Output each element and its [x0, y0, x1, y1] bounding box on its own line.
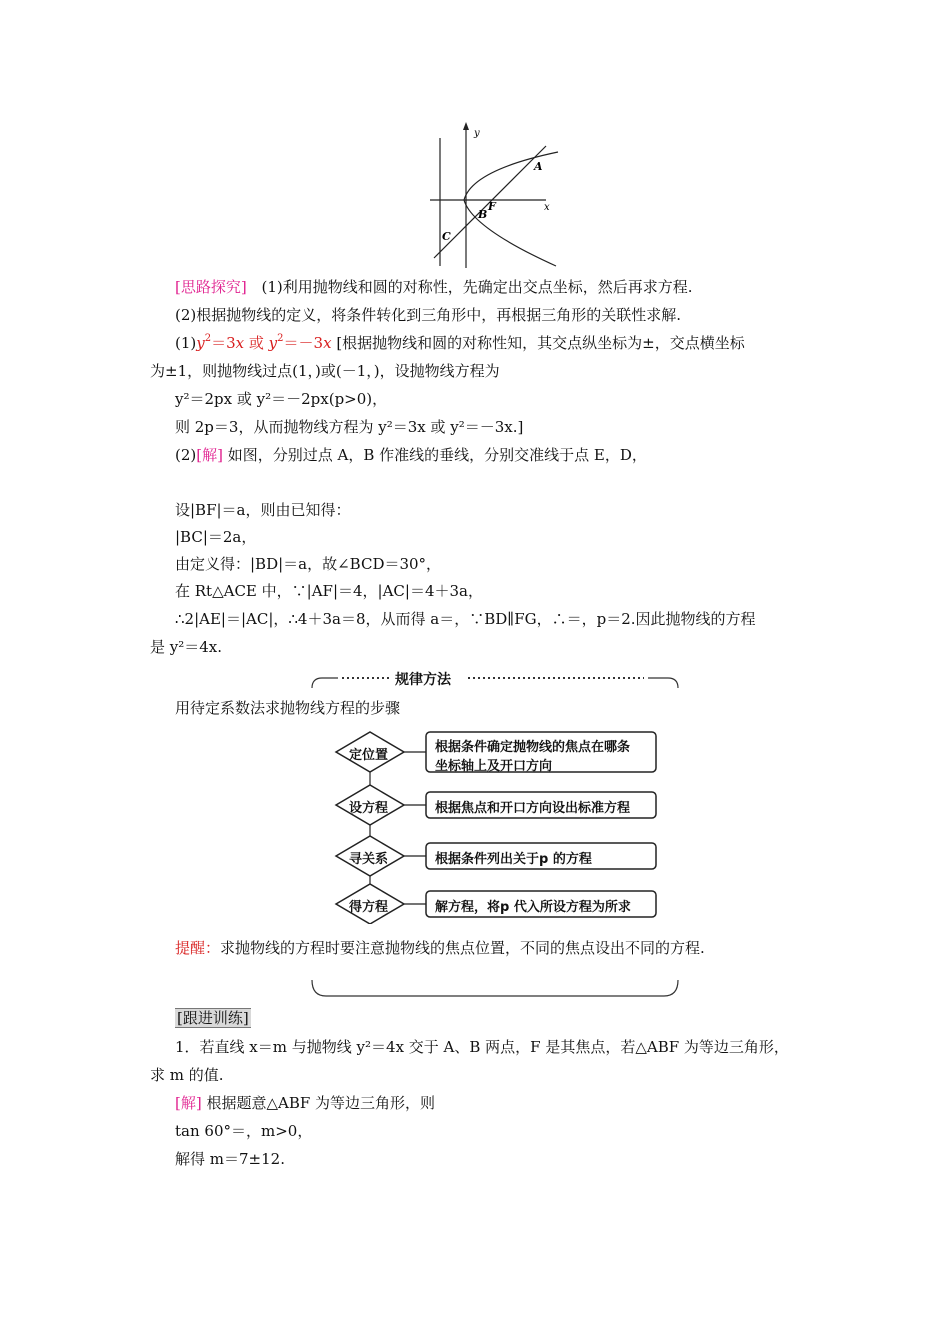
answer2-prefix: (2) [175, 446, 197, 464]
rule-intro: 用待定系数法求抛物线方程的步骤 [175, 699, 401, 717]
answer1-rest: [根据抛物线和圆的对称性知，其交点纵坐标为±，交点横坐标 [331, 334, 745, 352]
step1-text-line2: 坐标轴上及开口方向 [435, 759, 553, 774]
label-A: A [534, 160, 543, 173]
label-B: B [478, 208, 488, 221]
hint-label: [思路探究] [175, 278, 247, 296]
hint2-line: (2)根据抛物线的定义，将条件转化到三角形中，再根据三角形的关联性求解. [175, 306, 682, 324]
step2-label: 设方程 [349, 801, 389, 816]
step2-text: 根据焦点和开口方向设出标准方程 [435, 801, 631, 816]
step1-text-line1: 根据条件确定抛物线的焦点在哪条 [435, 740, 631, 755]
solution-line-4: 在 Rt△ACE 中，∵|AF|＝4，|AC|＝4＋3a， [175, 582, 483, 600]
practice-label: [跟进训练] [177, 1009, 249, 1027]
answer1-x2: x [323, 334, 332, 352]
step4-label: 得方程 [349, 900, 389, 915]
answer1-y: y [196, 334, 205, 352]
answer1-x: x [235, 334, 245, 352]
answer2-line [175, 445, 647, 465]
parabola-figure [420, 118, 570, 270]
solution-line-5: ∴2|AE|＝|AC|，∴4＋3a＝8，从而得 a＝，∵BD∥FG，∴＝，p＝2.因此抛物线的方程 [175, 610, 756, 628]
solution-line-1: 设|BF|＝a，则由已知得： [175, 501, 351, 519]
answer1-eq2: ＝－3 [283, 334, 324, 352]
tip-text: 求抛物线的方程时要注意抛物线的焦点位置，不同的焦点设出不同的方程. [220, 939, 705, 957]
answer2-label: [解] [196, 446, 223, 464]
answer1-line [175, 333, 745, 353]
step4-text: 解方程，将p 代入所设方程为所求 [435, 900, 631, 915]
practice-label-line [175, 1008, 251, 1028]
solution-line-3: 由定义得：|BD|＝a，故∠BCD＝30°， [175, 555, 442, 573]
rule-title: 规律方法 [395, 672, 451, 688]
answer1-y2: y [268, 334, 278, 352]
practice-ans3: 解得 m＝7±12. [175, 1150, 285, 1168]
step1-label: 定位置 [349, 748, 389, 763]
answer1-line2: 为±1，则抛物线过点(1，)或(－1，)，设抛物线方程为 [150, 362, 500, 380]
label-C: C [442, 230, 451, 243]
solution-line-2: |BC|＝2a， [175, 528, 257, 546]
hint-text: (1)利用抛物线和圆的对称性，先确定出交点坐标，然后再求方程. [261, 278, 693, 296]
answer1-or: 或 [244, 334, 269, 352]
practice-ans1: 根据题意△ABF 为等边三角形，则 [201, 1094, 436, 1112]
solution-line-6: 是 y²＝4x. [150, 638, 223, 656]
practice-answer-line [175, 1093, 435, 1113]
tip-label: 提醒： [175, 939, 221, 957]
hint-line [175, 277, 693, 297]
step3-text: 根据条件列出关于p 的方程 [435, 852, 592, 867]
answer1-exp: 2 [204, 333, 212, 344]
label-x: x [544, 202, 550, 213]
practice-ans2: tan 60°＝，m>0， [175, 1122, 313, 1140]
tip-line [175, 938, 705, 958]
practice-q2: 求 m 的值. [150, 1066, 224, 1084]
step3-label: 寻关系 [349, 852, 389, 867]
label-y: y [474, 128, 480, 139]
answer1-eq: ＝3 [211, 334, 236, 352]
answer1-prefix: (1) [175, 334, 197, 352]
answer1-exp2: 2 [277, 333, 284, 344]
practice-q1: 1．若直线 x＝m 与抛物线 y²＝4x 交于 A、B 两点，F 是其焦点，若△ABF 为等边三角形， [175, 1038, 789, 1056]
answer1-line4: 则 2p＝3，从而抛物线方程为 y²＝3x 或 y²＝－3x.] [175, 418, 524, 436]
y-axis-arrow [463, 122, 469, 130]
practice-ans-label: [解] [175, 1094, 202, 1112]
answer1-line3: y²＝2px 或 y²＝－2px(p>0)， [175, 390, 388, 408]
label-F: F [488, 200, 496, 213]
answer2-text: 如图，分别过点 A，B 作准线的垂线，分别交准线于点 E，D， [222, 446, 647, 464]
